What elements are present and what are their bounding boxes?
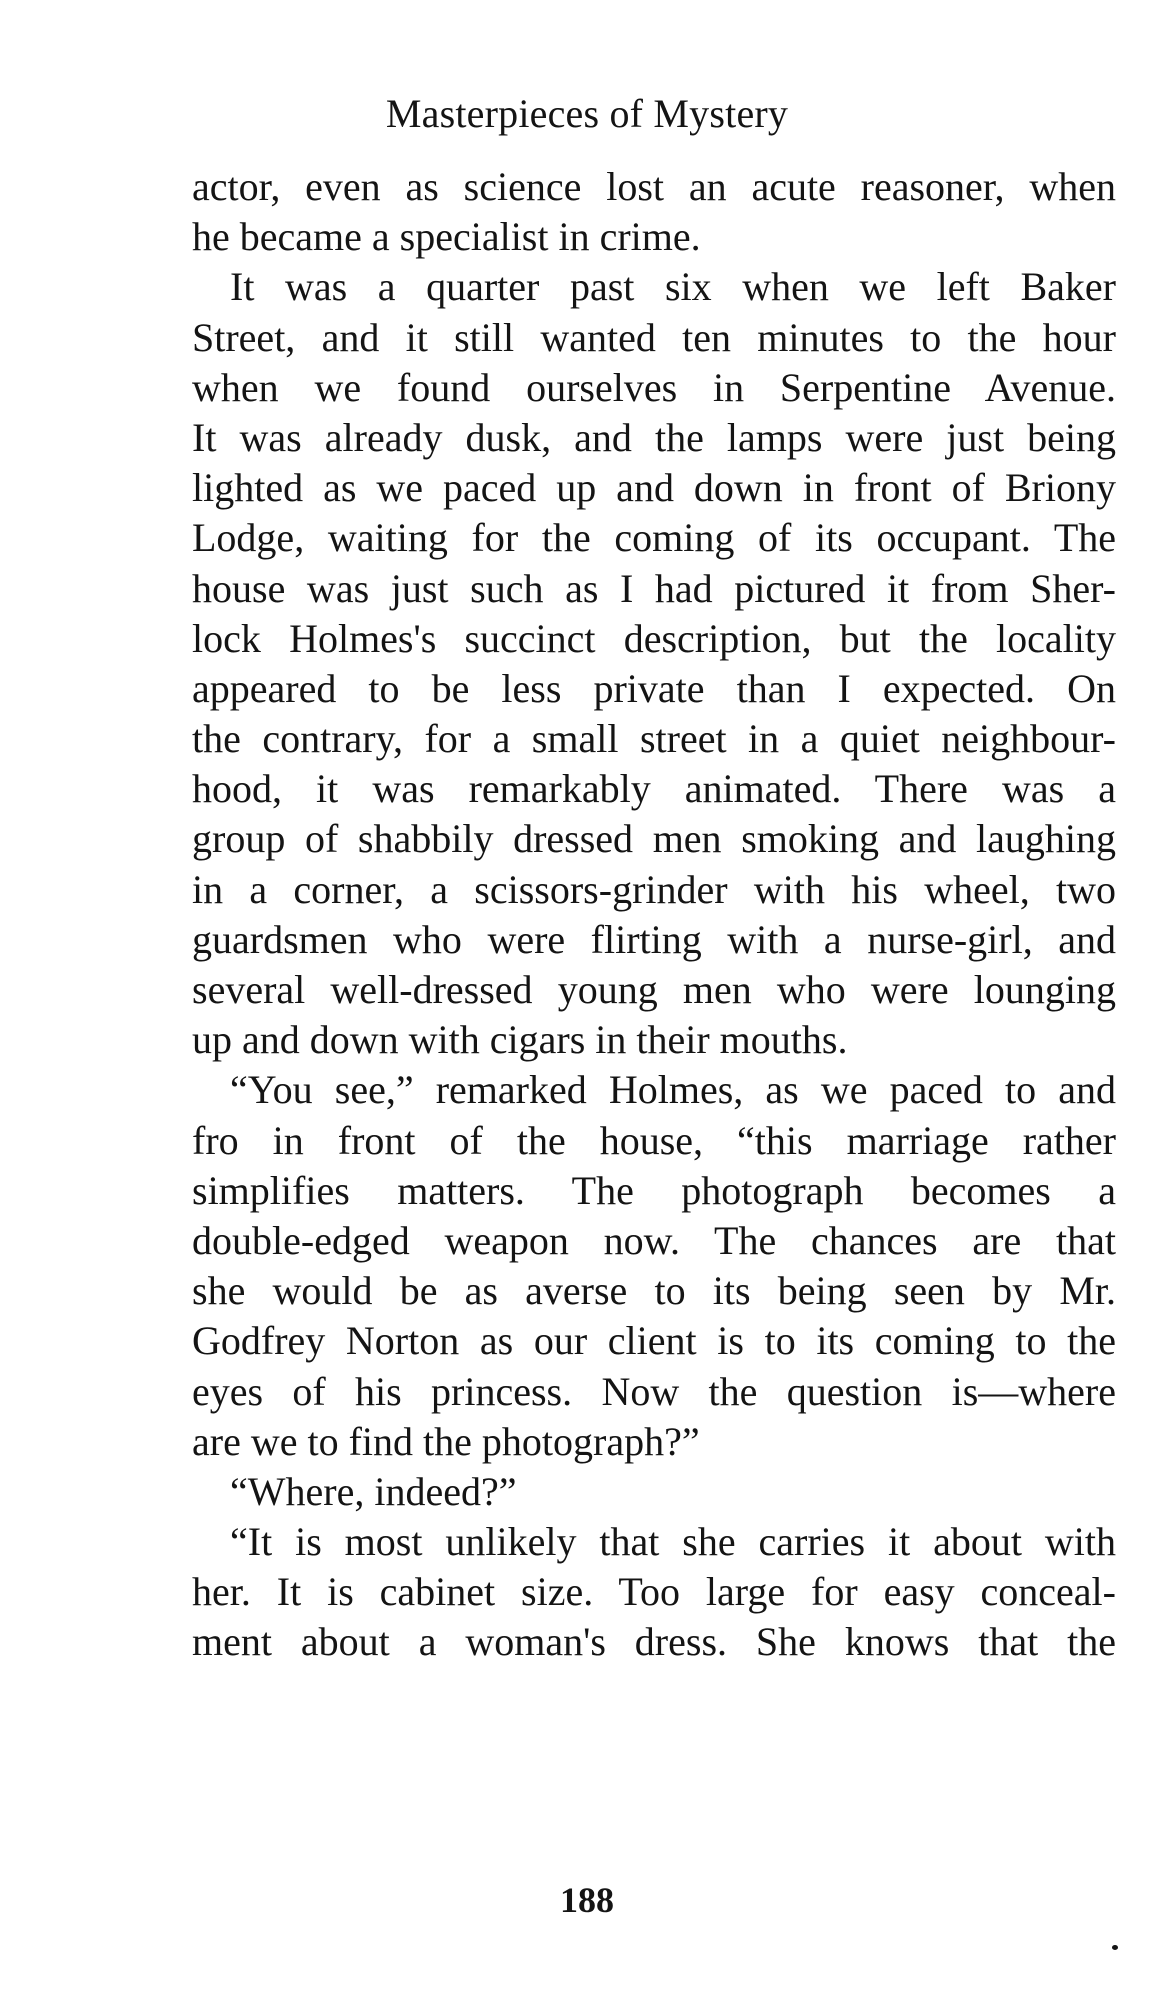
- text-line: appeared to be less private than I expected. On: [192, 665, 1116, 711]
- running-title: Masterpieces of Mystery: [385, 91, 789, 136]
- text-line: the contrary, for a small street in a quiet neighbour-: [192, 716, 1116, 762]
- text-line: Lodge, waiting for the coming of its occupant. The: [192, 515, 1116, 561]
- text-line: Street, and it still wanted ten minutes to the hour: [192, 314, 1116, 360]
- body-text: [192, 162, 1116, 1668]
- text-line: actor, even as science lost an acute reasoner, when: [192, 164, 1116, 209]
- text-line: “Where, indeed?”: [230, 1468, 517, 1514]
- text-line: hood, it was remarkably animated. There was a: [192, 766, 1116, 812]
- text-line: fro in front of the house, “this marriage rather: [192, 1117, 1116, 1163]
- text-line: “It is most unlikely that she carries it about with: [230, 1519, 1116, 1565]
- text-line: he became a specialist in crime.: [192, 214, 701, 260]
- text-line: house was just such as I had pictured it from Sher-: [192, 565, 1116, 611]
- text-line: It was already dusk, and the lamps were just being: [192, 414, 1116, 460]
- text-line: she would be as averse to its being seen by Mr.: [192, 1268, 1116, 1314]
- text-line: her. It is cabinet size. Too large for easy conceal-: [192, 1569, 1116, 1615]
- text-line: group of shabbily dressed men smoking and laughing: [192, 816, 1116, 862]
- text-line: lock Holmes's succinct description, but the locality: [192, 615, 1116, 661]
- text-line: It was a quarter past six when we left Baker: [230, 264, 1116, 310]
- text-line: lighted as we paced up and down in front of Briony: [192, 465, 1116, 511]
- text-line: Godfrey Norton as our client is to its coming to the: [192, 1318, 1116, 1364]
- text-line: ment about a woman's dress. She knows that the: [192, 1619, 1116, 1665]
- text-line: double-edged weapon now. The chances are that: [192, 1217, 1116, 1263]
- text-line: several well-dressed young men who were lounging: [192, 967, 1116, 1012]
- text-line: simplifies matters. The photograph becomes a: [192, 1167, 1116, 1213]
- print-speck: [1112, 1945, 1118, 1950]
- text-line: in a corner, a scissors-grinder with his wheel, two: [192, 866, 1116, 912]
- text-line: when we found ourselves in Serpentine Avenue.: [192, 364, 1116, 410]
- text-line: are we to find the photograph?”: [192, 1418, 700, 1464]
- page-number: 188: [560, 1880, 614, 1920]
- text-line: eyes of his princess. Now the question is—where: [192, 1368, 1116, 1414]
- text-line: “You see,” remarked Holmes, as we paced to and: [230, 1067, 1116, 1113]
- text-line: guardsmen who were flirting with a nurse-girl, and: [192, 916, 1116, 962]
- text-line: up and down with cigars in their mouths.: [192, 1017, 848, 1063]
